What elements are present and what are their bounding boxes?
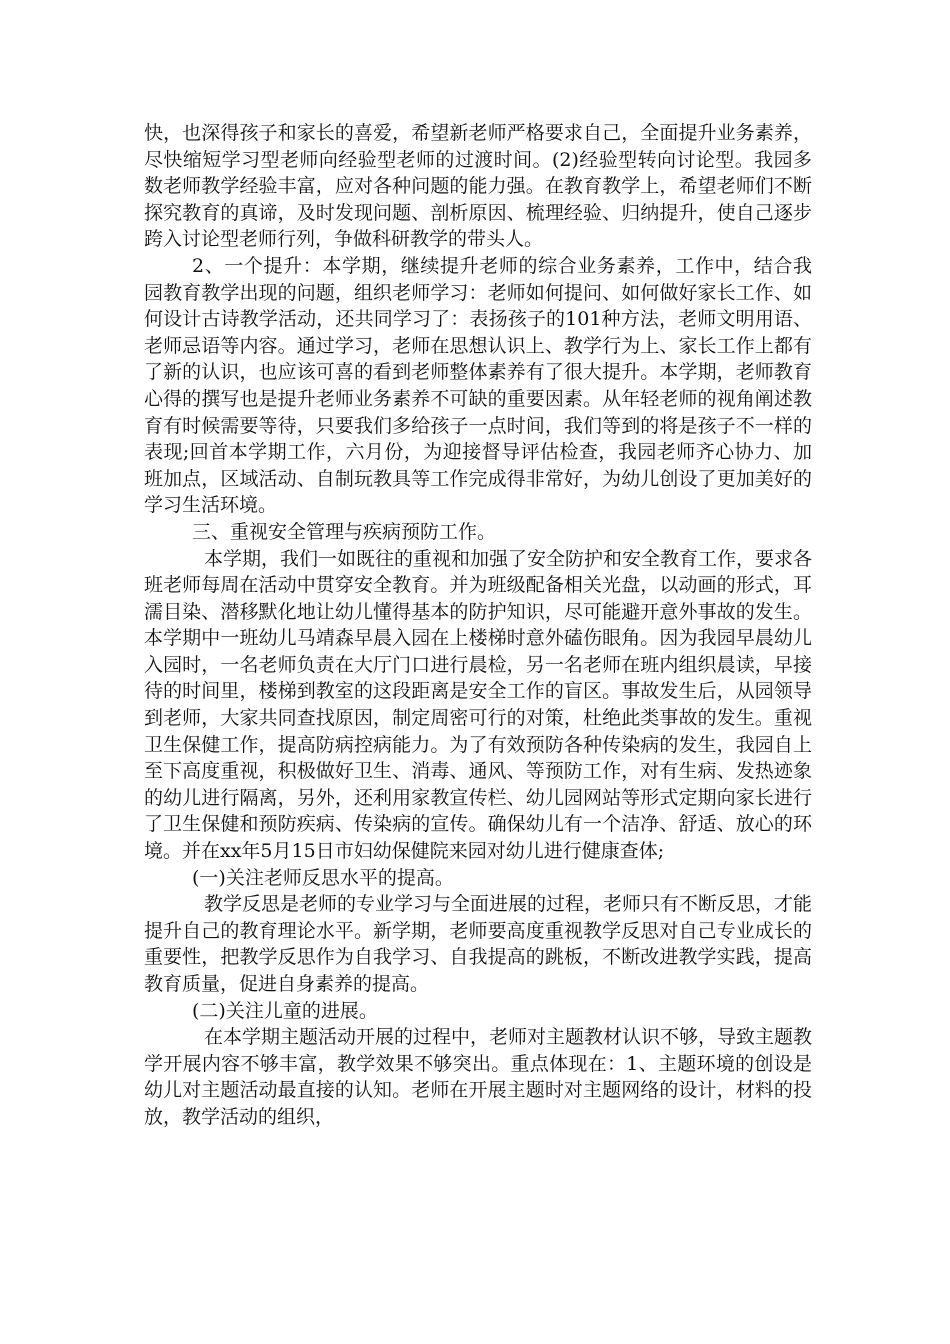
paragraph-4: 本学期，我们一如既往的重视和加强了安全防护和安全教育工作，要求各班老师每周在活动中贯穿安全教育。并为班级配备相关光盘，以动画的形式，耳濡目染、潜移默化地让幼儿懂得基本的防护知识，尽可能避开意外事故的发生。本学期中一班幼儿马靖森早晨入园在上楼梯时意外磕伤眼角。因为我园早晨幼儿入园时，一名老师负责在大厅门口进行晨检，另一名老师在班内组织晨读，早接待的时间里，楼梯到教室的这段距离是安全工作的盲区。事故发生后，从园领导到老师，大家共同查找原因，制定周密可行的对策，杜绝此类事故的发生。重视卫生保健工作，提高防病控病能力。为了有效预防各种传染病的发生，我园自上至下高度重视，积极做好卫生、消毒、通风、等预防工作，对有生病、发热迹象的幼儿进行隔离，另外，还利用家教宣传栏、幼儿园网站等形式定期向家长进行了卫生保健和预防疾病、传染病的宣传。确保幼儿有一个洁净、舒适、放心的环境。并在xx年5月15日市妇幼保健院来园对幼儿进行健康查体;: [144, 547, 813, 863]
subheading-1: (一)关注老师反思水平的提高。: [192, 866, 454, 889]
paragraph-2: 2、一个提升：本学期，继续提升老师的综合业务素养，工作中，结合我园教育教学出现的问题，组织老师学习：老师如何提问、如何做好家长工作、如何设计古诗教学活动，还共同学习了：表扬孩子的101种方法，老师文明用语、老师忌语等内容。通过学习，老师在思想认识上、教学行为上、家长工作上都有了新的认识，也应该可喜的看到老师整体素养有了很大提升。本学期，老师教育心得的撰写也是提升老师业务素养不可缺的重要因素。从年轻老师的视角阐述教育有时候需要等待，只要我们多给孩子一点时间，我们等到的将是孩子不一样的表现;回首本学期工作，六月份，为迎接督导评估检查，我园老师齐心协力、加班加点，区域活动、自制玩教具等工作完成得非常好，为幼儿创设了更加美好的学习生活环境。: [144, 254, 812, 517]
section-heading-3: 三、重视安全管理与疾病预防工作。: [192, 520, 497, 543]
paragraph-8: 在本学期主题活动开展的过程中，老师对主题教材认识不够，导致主题教学开展内容不够丰富，教学效果不够突出。重点体现在：1、主题环境的创设是幼儿对主题活动最直接的认知。老师在开展主题时对主题网络的设计，材料的投放，教学活动的组织，: [144, 1026, 813, 1128]
paragraph-1: 快，也深得孩子和家长的喜爱，希望新老师严格要求自己，全面提升业务素养，尽快缩短学习型老师向经验型老师的过渡时间。(2)经验型转向讨论型。我园多数老师教学经验丰富，应对各种问题的能力强。在教育教学上，希望老师们不断探究教育的真谛，及时发现问题、剖析原因、梳理经验、归纳提升，使自己逐步跨入讨论型老师行列，争做科研教学的带头人。: [144, 122, 812, 251]
subheading-2: (二)关注儿童的进展。: [192, 999, 378, 1022]
body-text: [144, 120, 812, 1131]
paragraph-6: 教学反思是老师的专业学习与全面进展的过程，老师只有不断反思，才能提升自己的教育理论水平。新学期，老师要高度重视教学反思对自己专业成长的重要性，把教学反思作为自我学习、自我提高的跳板，不断改进教学实践，提高教育质量，促进自身素养的提高。: [144, 893, 813, 995]
